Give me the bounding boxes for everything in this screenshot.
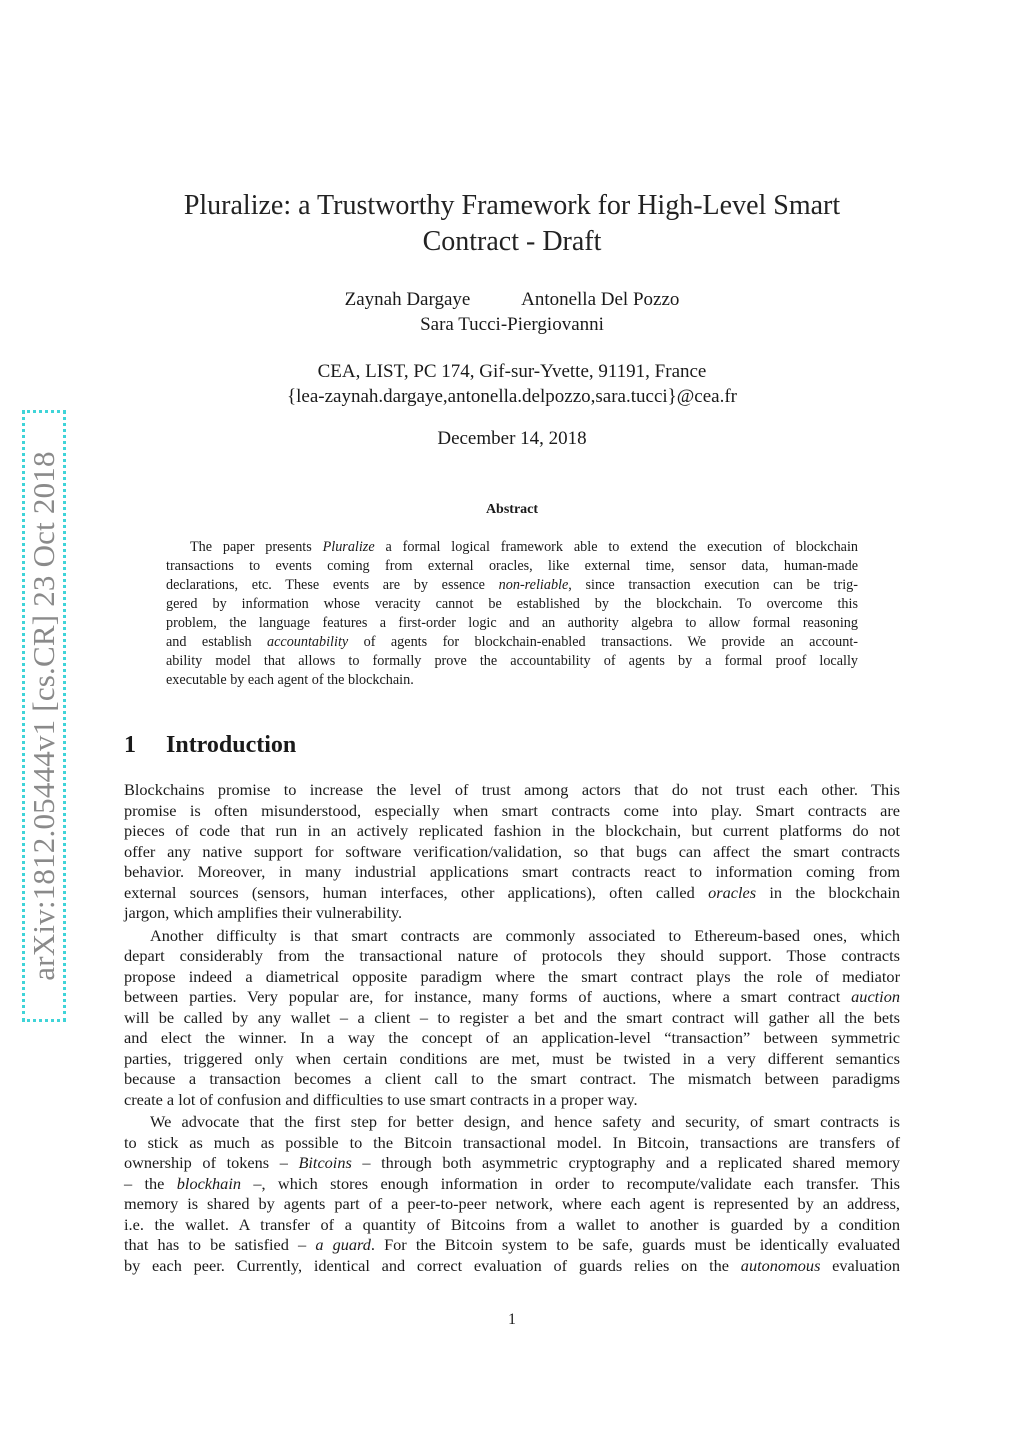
text-line: because a transaction becomes a client call to the smart contract. The mismatch between paradigms bbox=[124, 1069, 900, 1088]
text-line: The paper presents Pluralize a formal logical framework able to extend the execution of blockchain bbox=[190, 539, 858, 555]
title-line-2: Contract - Draft bbox=[422, 226, 602, 257]
text-line: by each peer. Currently, identical and correct evaluation of guards relies on the autonomous evaluation bbox=[124, 1255, 900, 1275]
text-line: behavior. Moreover, in many industrial applications smart contracts react to information coming from bbox=[124, 862, 900, 881]
text-line: to stick as much as possible to the Bitcoin transactional model. In Bitcoin, transactions are transfers of bbox=[124, 1132, 900, 1152]
text-line: between parties. Very popular are, for instance, many forms of auctions, where a smart contract auction bbox=[124, 987, 900, 1006]
text-line: Blockchains promise to increase the level of trust among actors that do not trust each other. This bbox=[124, 780, 900, 799]
paragraph bbox=[124, 926, 900, 1111]
text-line: propose indeed a diametrical opposite paradigm where the smart contract plays the role of mediator bbox=[124, 966, 900, 986]
text-line: will be called by any wallet – a client – to register a bet and the smart contract will gather all the bets bbox=[124, 1007, 900, 1027]
author-3: Sara Tucci-Piergiovanni bbox=[420, 314, 604, 335]
paragraph bbox=[124, 780, 900, 924]
text-line: external sources (sensors, human interfaces, other applications), often called oracles in the blockchain bbox=[124, 882, 900, 902]
emphasis: Pluralize bbox=[322, 539, 375, 555]
emphasis: oracles bbox=[708, 882, 757, 902]
emphasis: a guard bbox=[315, 1235, 371, 1254]
text-line: offer any native support for software verification/validation, so that bugs can affect the smart contracts bbox=[124, 841, 900, 861]
text-line: We advocate that the first step for better design, and hence safety and security, of smart contracts is bbox=[150, 1112, 900, 1131]
emphasis: non-reliable bbox=[498, 577, 569, 593]
section-title: Introduction bbox=[166, 732, 297, 758]
text-line: parties, triggered only when certain conditions are met, must be twisted in a very different semantics bbox=[124, 1048, 900, 1068]
arxiv-stamp bbox=[22, 410, 66, 1022]
text-line: problem, the language features a first-order logic and an authority algebra to allow formal reasoning bbox=[166, 615, 858, 631]
author-emails: {lea-zaynah.dargaye,antonella.delpozzo,sara.tucci}@cea.fr bbox=[287, 386, 737, 407]
text-line: create a lot of confusion and difficulties to use smart contracts in a proper way. bbox=[124, 1089, 638, 1109]
text-line: memory is shared by agents part of a peer-to-peer network, where each agent is represented by an address, bbox=[124, 1194, 900, 1213]
section-number: 1 bbox=[124, 732, 136, 758]
authors-row bbox=[124, 287, 900, 312]
emphasis: accountability bbox=[267, 634, 349, 650]
emphasis: autonomous bbox=[740, 1255, 821, 1275]
text-line: ability model that allows to formally prove the accountability of agents by a formal proof locally bbox=[166, 653, 858, 669]
emphasis: auction bbox=[851, 987, 900, 1006]
paper-title bbox=[124, 188, 900, 260]
text-line: executable by each agent of the blockchain. bbox=[166, 672, 414, 688]
affiliation-block bbox=[124, 359, 900, 409]
introduction-body bbox=[124, 780, 900, 1278]
text-line: promise is often misunderstood, especially when smart contracts come into play. Smart contracts are bbox=[124, 800, 900, 820]
text-line: ownership of tokens – Bitcoins – through both asymmetric cryptography and a replicated shared memory bbox=[124, 1153, 900, 1172]
text-line: transactions to events coming from external oracles, like external time, sensor data, human-made bbox=[166, 558, 858, 574]
abstract-body bbox=[166, 538, 858, 690]
section-heading bbox=[124, 730, 296, 760]
paper-date: December 14, 2018 bbox=[437, 428, 587, 449]
text-line: pieces of code that run in an actively replicated fashion in the blockchain, but current platforms do not bbox=[124, 821, 900, 840]
text-line: jargon, which amplifies their vulnerability. bbox=[124, 903, 403, 922]
text-line: and elect the winner. In a way the concept of an application-level “transaction” between symmetric bbox=[124, 1028, 900, 1047]
text-line: – the blockhain –, which stores enough information in order to recompute/validate each transfer. This bbox=[124, 1173, 901, 1193]
text-line: gered by information whose veracity cannot be established by the blockchain. To overcome this bbox=[166, 596, 858, 612]
page-number: 1 bbox=[508, 1311, 516, 1328]
author-2: Antonella Del Pozzo bbox=[521, 289, 680, 310]
text-line: depart considerably from the transactional nature of protocols they should support. Those contracts bbox=[124, 946, 900, 965]
title-line-1: Pluralize: a Trustworthy Framework for High-Level Smart bbox=[183, 190, 841, 221]
text-line: and establish accountability of agents for blockchain-enabled transactions. We provide an account- bbox=[166, 634, 858, 650]
author-1: Zaynah Dargaye bbox=[344, 289, 471, 310]
emphasis: blockhain bbox=[176, 1173, 241, 1193]
text-line: i.e. the wallet. A transfer of a quantity of Bitcoins from a wallet to another is guarded by a condition bbox=[124, 1214, 900, 1234]
text-line: declarations, etc. These events are by essence non-reliable, since transaction execution can be trig- bbox=[166, 577, 858, 593]
emphasis: Bitcoins bbox=[298, 1153, 352, 1172]
paragraph bbox=[124, 1112, 900, 1276]
affiliation: CEA, LIST, PC 174, Gif-sur-Yvette, 91191, France bbox=[317, 361, 707, 382]
arxiv-identifier: arXiv:1812.05444v1 [cs.CR] 23 Oct 2018 bbox=[26, 451, 61, 981]
abstract-heading: Abstract bbox=[485, 502, 539, 517]
text-line: that has to be satisfied – a guard. For the Bitcoin system to be safe, guards must be identically evaluated bbox=[124, 1235, 900, 1254]
text-line: Another difficulty is that smart contracts are commonly associated to Ethereum-based ones, which bbox=[150, 925, 900, 945]
